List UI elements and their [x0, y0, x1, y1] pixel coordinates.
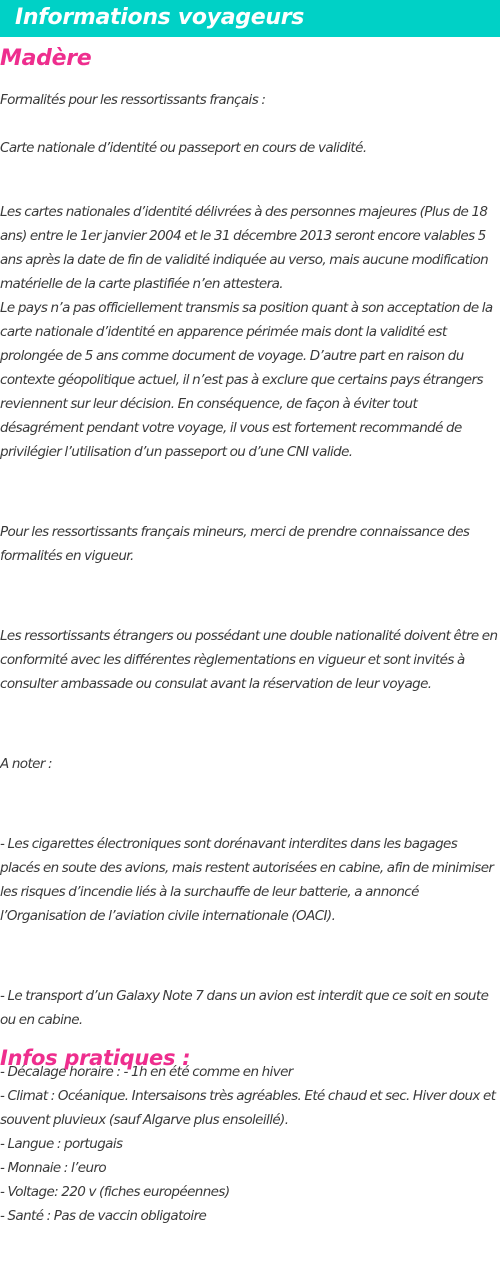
cni-validity-paragraph: Les cartes nationales d’identité délivrées à des personnes majeures (Plus de 18 ans) entre le 1er janvier 2004 et le 31 décembre 2013 seront encore valables 5 ans après la date de fin de validité indiquée au verso, mais aucune modification matérielle de la carte plastifiée n’en attestera.	[0, 204, 489, 292]
timezone-item: - Décalage horaire : - 1h en été comme en hiver	[0, 1064, 293, 1080]
minors-paragraph: Pour les ressortissants français mineurs, merci de prendre connaissance des formalités en vigueur.	[0, 524, 470, 564]
notes-label: A noter :	[0, 756, 52, 772]
practical-info-title: Infos pratiques :	[0, 1046, 191, 1070]
destination-title: Madère	[0, 46, 92, 71]
language-item: - Langue : portugais	[0, 1136, 123, 1152]
formalities-intro: Formalités pour les ressortissants français :	[0, 92, 266, 108]
cni-warning-paragraph: Le pays n’a pas officiellement transmis sa position quant à son acceptation de la carte nationale d’identité en apparence périmée mais dont la validité est prolongée de 5 ans comme document de voyage. D’autre part en raison du contexte géopolitique actuel, il n’est pas à exclure que certains pays étrangers reviennent sur leur décision. En conséquence, de façon à éviter tout désagrément pendant votre voyage, il vous est fortement recommandé de privilégier l’utilisation d’un passeport ou d’une CNI valide.	[0, 300, 493, 460]
voltage-item: - Voltage: 220 v (fiches européennes)	[0, 1184, 230, 1200]
header-bar	[0, 0, 500, 37]
foreigners-paragraph: Les ressortissants étrangers ou possédant une double nationalité doivent être en conformité avec les différentes règlementations en vigueur et sont invités à consulter ambassade ou consulat avant la réservation de leur voyage.	[0, 628, 498, 692]
currency-item: - Monnaie : l’euro	[0, 1160, 107, 1176]
galaxy-note: - Le transport d’un Galaxy Note 7 dans un avion est interdit que ce soit en soute ou en cabine.	[0, 988, 489, 1028]
health-item: - Santé : Pas de vaccin obligatoire	[0, 1208, 207, 1224]
page-title: Informations voyageurs	[15, 5, 305, 30]
ecigarette-note: - Les cigarettes électroniques sont dorénavant interdites dans les bagages placés en soute des avions, mais restent autorisées en cabine, afin de minimiser les risques d’incendie liés à la surchauffe de leur batterie, a annoncé l’Organisation de l’aviation civile internationale (OACI).	[0, 836, 494, 924]
formalities-document: Carte nationale d’identité ou passeport en cours de validité.	[0, 140, 367, 156]
climate-item: - Climat : Océanique. Intersaisons très agréables. Eté chaud et sec. Hiver doux et souvent pluvieux (sauf Algarve plus ensoleillé).	[0, 1088, 496, 1128]
